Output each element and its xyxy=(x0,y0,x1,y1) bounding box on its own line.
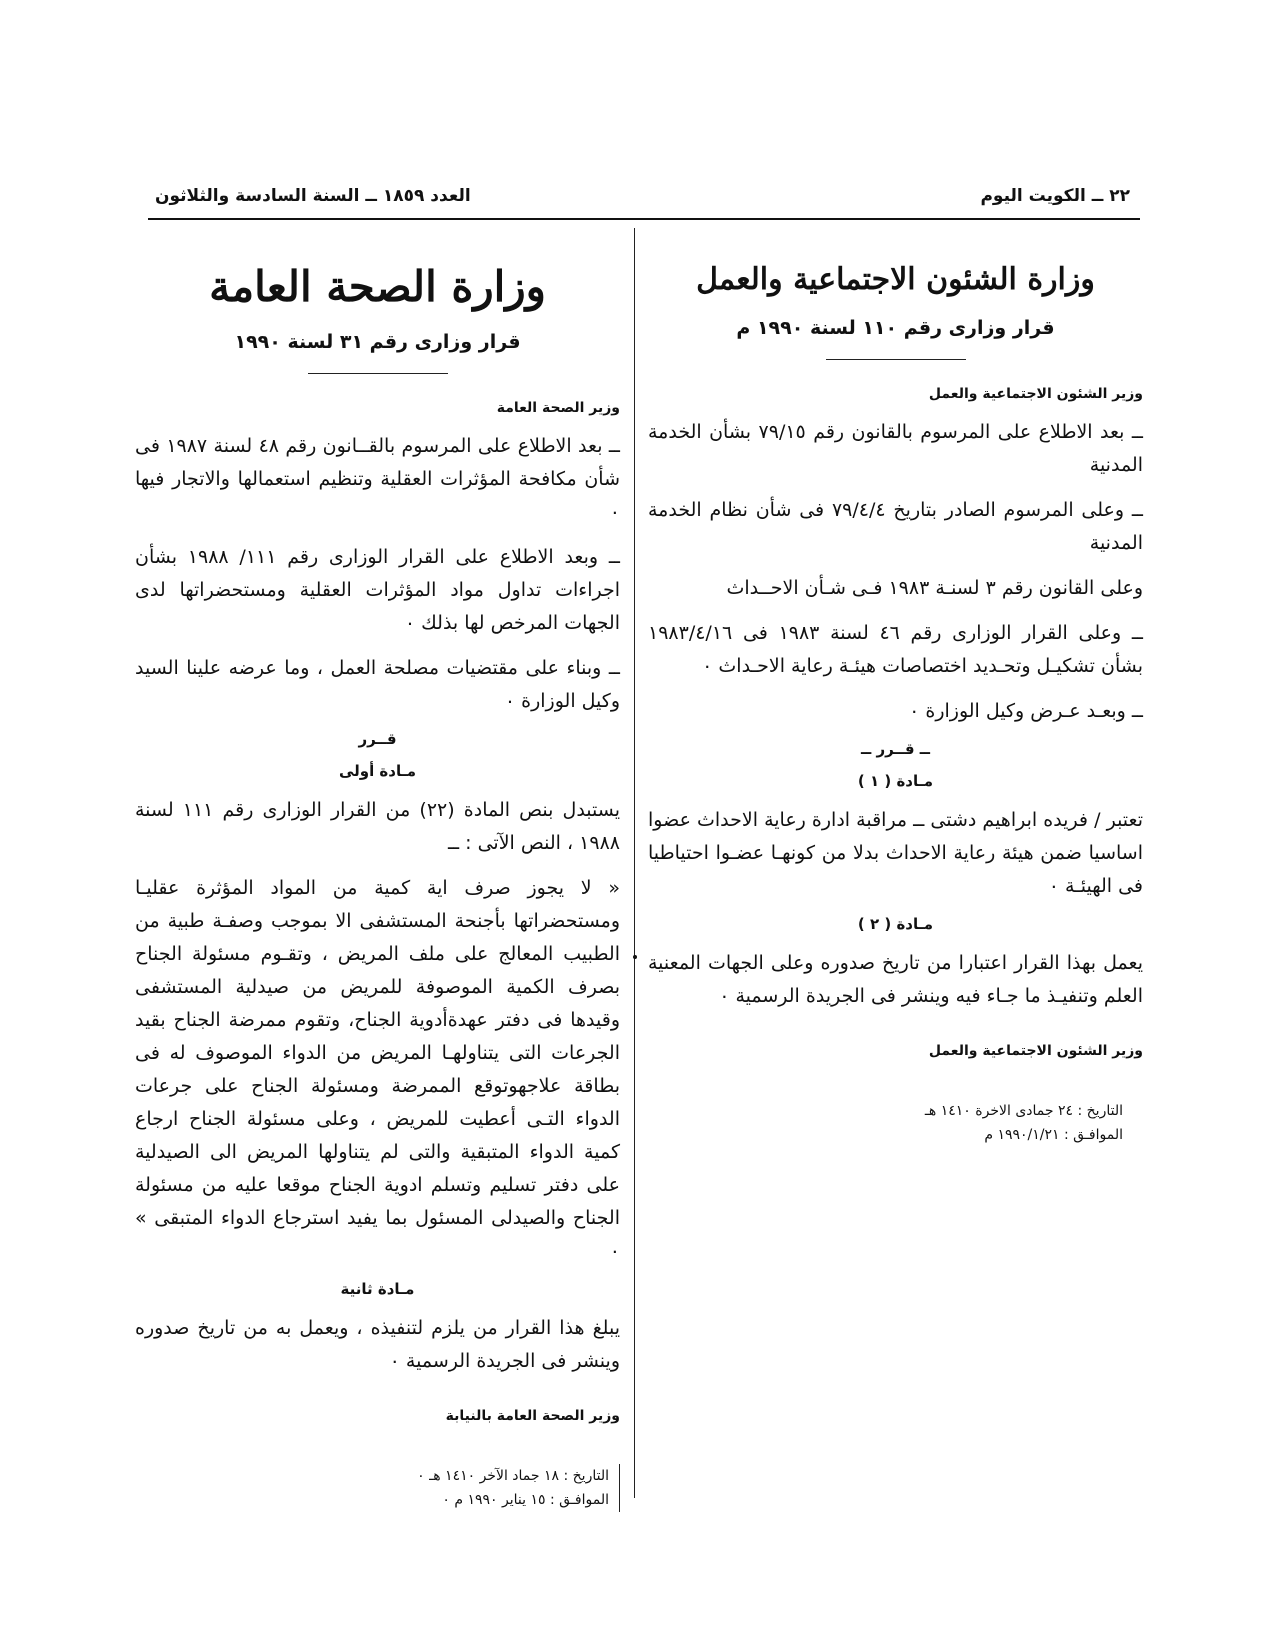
page-header-number: ٢٢ ــ الكويت اليوم xyxy=(980,186,1130,206)
preamble-paragraph: ــ وبعد الاطلاع على القرار الوزارى رقم ١١١/ ١٩٨٨ بشأن اجراءات تداول مواد المؤثرات العقلية ومستحضراتها لدى الجهات المرخص لها بذلك ٠ xyxy=(135,546,620,634)
issuer: وزير الشئون الاجتماعية والعمل xyxy=(928,386,1143,402)
decree-social-affairs xyxy=(648,262,1143,1147)
decided-heading: قــرر xyxy=(358,730,397,748)
decree-title: قرار وزارى رقم ١١٠ لسنة ١٩٩٠ م xyxy=(736,317,1055,339)
margin-mark xyxy=(633,955,637,959)
date-hijri: التاريخ : ٢٤ جمادى الاخرة ١٤١٠ هـ xyxy=(924,1103,1123,1119)
preamble-paragraph: ــ وبناء على مقتضيات مصلحة العمل ، وما عرضه علينا السيد وكيل الوزارة ٠ xyxy=(135,657,620,712)
article-heading: مـادة ثانية xyxy=(340,1280,415,1298)
issuer: وزير الصحة العامة xyxy=(496,400,620,416)
signature: وزير الصحة العامة بالنيابة xyxy=(445,1408,620,1424)
preamble-paragraph: ــ وعلى المرسوم الصادر بتاريخ ٧٩/٤/٤ فى شأن نظام الخدمة المدنية xyxy=(648,499,1144,554)
article-heading: مـادة ( ٢ ) xyxy=(857,915,934,933)
decree-title: قرار وزارى رقم ٣١ لسنة ١٩٩٠ xyxy=(234,331,521,353)
article-quote: « لا يجوز صرف اية كمية من المواد المؤثرة عقليـا ومستحضراتها بأجنحة المستشفى الا بموجب وصفـة طبية من الطبيب المعالج على ملف المريض ، وتقـوم مسئولة الجناح بصرف الكمية الموصوفة للمريض من صيدلية المستشفى وقيدها فى دفتر عهدةأدوية الجناح، وتقوم ممرضة الجناح بقيد الجرعات التى يتناولهـا المريض من الدواء الموصوف له فى بطاقة علاجهوتوقع الممرضة ومسئولة الجناح على جرعات الدواء التـى أعطيت للمريض ، وعلى مسئولة الجناح ارجاع كمية الدواء المتبقية والتى لم يتناولها المريض الى الصيدلية على دفتر تسليم وتسلم ادوية الجناح موقعا عليه من مسئولة الجناح والصيدلى المسئول بما يفيد استرجاع الدواء المتبقى » ٠ xyxy=(135,877,620,1262)
ministry-title: وزارة الشئون الاجتماعية والعمل xyxy=(696,262,1095,297)
ministry-title: وزارة الصحة العامة xyxy=(209,262,546,311)
signature: وزير الشئون الاجتماعية والعمل xyxy=(928,1043,1143,1059)
preamble-paragraph: ــ وبعـد عـرض وكيل الوزارة ٠ xyxy=(909,700,1143,722)
page-header-issue: العدد ١٨٥٩ ــ السنة السادسة والثلاثون xyxy=(155,186,471,206)
preamble-paragraph: ــ بعد الاطلاع على المرسوم بالقانون رقم ٧٩/١٥ بشأن الخدمة المدنية xyxy=(648,421,1143,476)
header-divider xyxy=(148,218,1140,220)
article-text: يستبدل بنص المادة (٢٢) من القرار الوزارى رقم ١١١ لسنة ١٩٨٨ ، النص الآتى : ــ xyxy=(135,799,621,854)
preamble-paragraph: وعلى القانون رقم ٣ لسنـة ١٩٨٣ فـى شـأن الاحــداث xyxy=(726,577,1143,599)
preamble-paragraph: ــ وعلى القرار الوزارى رقم ٤٦ لسنة ١٩٨٣ فى ١٩٨٣/٤/١٦ بشأن تشكيـل وتحـديد اختصاصات هيئـة رعاية الاحـداث ٠ xyxy=(648,622,1143,677)
date-hijri: التاريخ : ١٨ جماد الآخر ١٤١٠ هـ ٠ xyxy=(135,1464,620,1488)
article-heading: مـادة ( ١ ) xyxy=(857,772,934,790)
article-heading: مـادة أولى xyxy=(338,762,417,780)
article-text: يعمل بهذا القرار اعتبارا من تاريخ صدوره وعلى الجهات المعنية العلم وتنفيـذ ما جـاء فيه وينشر فى الجريدة الرسمية ٠ xyxy=(648,952,1143,1007)
decree-public-health xyxy=(135,262,620,1512)
article-text: تعتبر / فريده ابراهيم دشتى ــ مراقبة ادارة رعاية الاحداث عضوا اساسيا ضمن هيئة رعاية الاحداث بدلا من كونهـا عضـوا احتياطيا فى الهيئـة ٠ xyxy=(648,809,1143,897)
article-text: يبلغ هذا القرار من يلزم لتنفيذه ، ويعمل به من تاريخ صدوره وينشر فى الجريدة الرسمية ٠ xyxy=(135,1317,620,1372)
date-gregorian: الموافـق : ١٩٩٠/١/٢١ م xyxy=(984,1127,1123,1143)
date-gregorian: الموافـق : ١٥ يناير ١٩٩٠ م ٠ xyxy=(135,1488,620,1512)
title-divider xyxy=(826,359,966,360)
preamble-paragraph: ــ بعد الاطلاع على المرسوم بالقــانون رقم ٤٨ لسنة ١٩٨٧ فى شأن مكافحة المؤثرات العقلية وتنظيم استعمالها والاتجار فيها ٠ xyxy=(135,435,620,523)
title-divider xyxy=(308,373,448,374)
decided-heading: ــ قــرر ــ xyxy=(861,740,930,758)
column-divider xyxy=(634,228,635,1498)
